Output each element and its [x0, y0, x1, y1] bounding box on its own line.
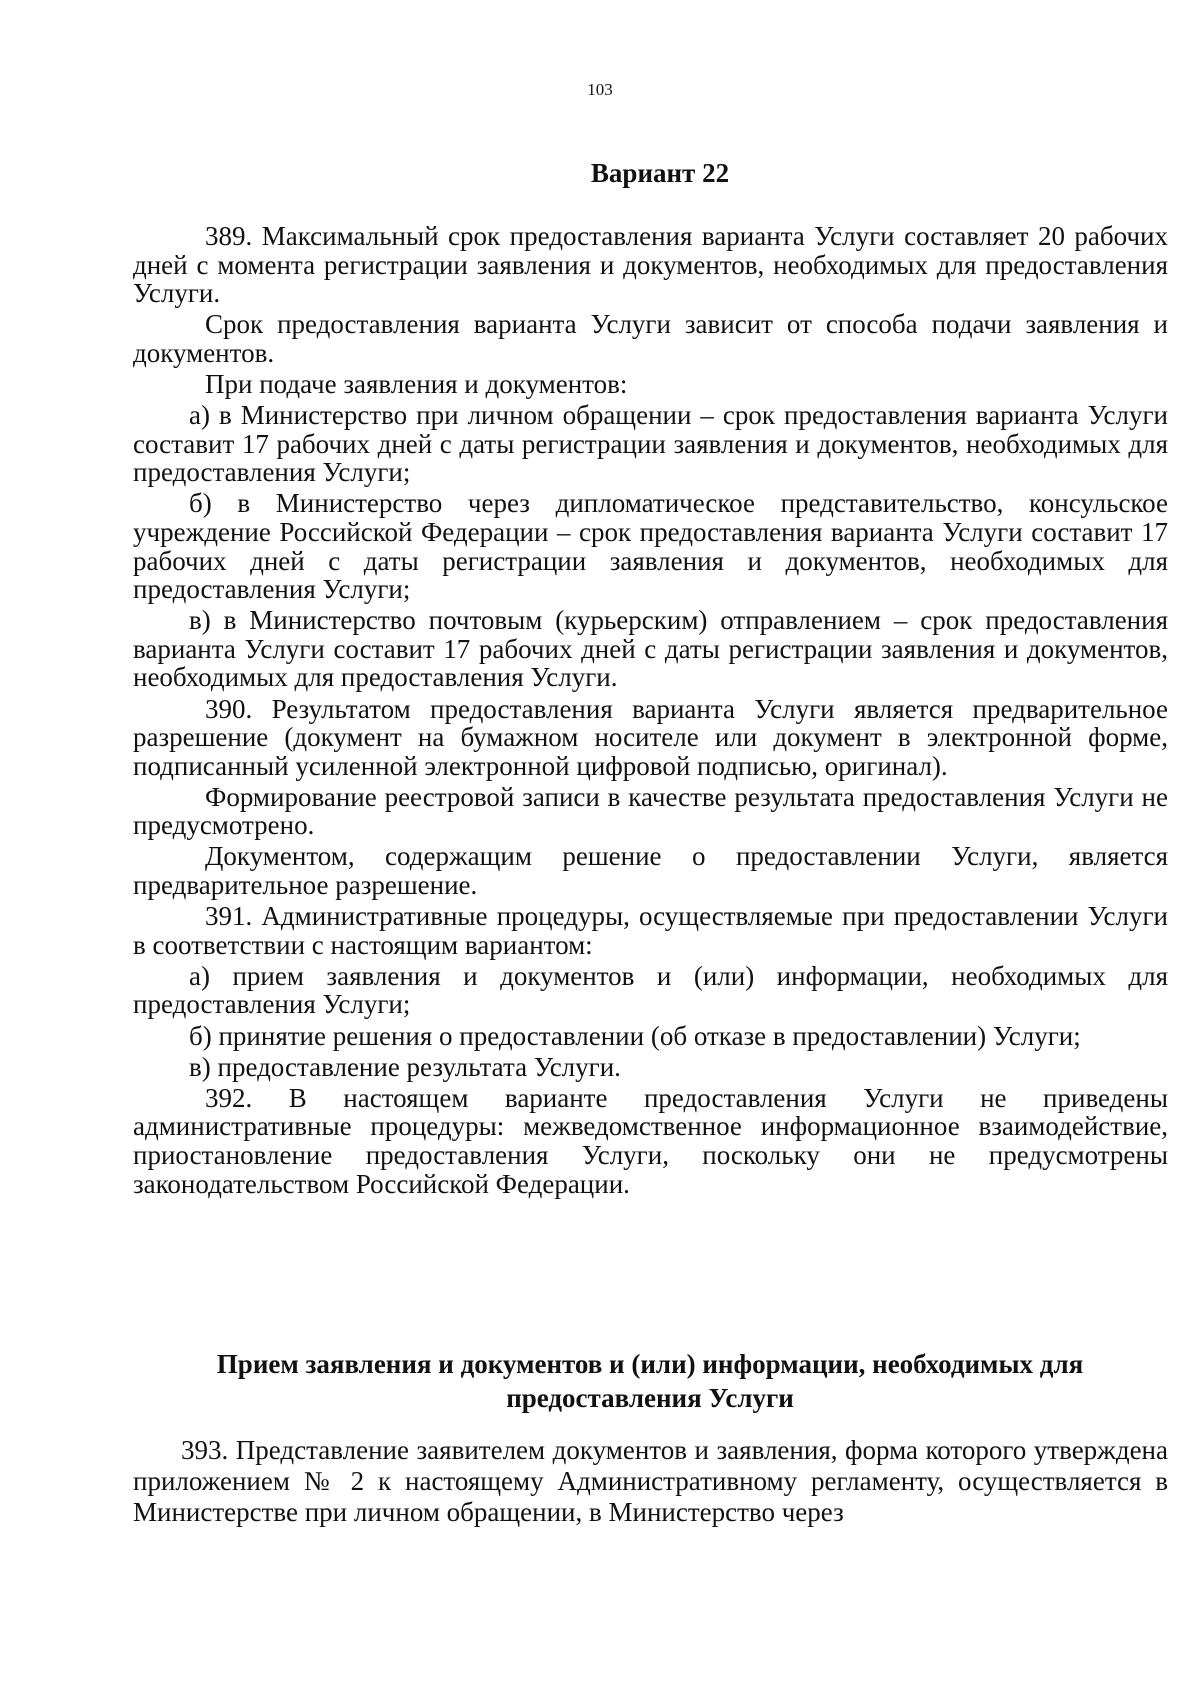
- section-heading-line-1: Прием заявления и документов и (или) информации, необходимых для: [216, 1349, 1084, 1379]
- paragraph-393: 393. Представление заявителем документов и заявления, форма которого утверждена приложением № 2 к настоящему Административному регламенту, осуществляется в Министерстве при личном обращении, в Министерство через: [133, 1435, 1168, 1527]
- body-text: [133, 222, 1168, 1201]
- paragraph-389: 389. Максимальный срок предоставления варианта Услуги составляет 20 рабочих дней с момента регистрации заявления и документов, необходимых для предоставления Услуги.: [133, 221, 1168, 309]
- paragraph-392: 392. В настоящем варианте предоставления Услуги не приведены административные процедуры: межведомственное информационное взаимодействие, приостановление предоставления Услуги, поскольку они не предусмотрены законодательством Российской Федерации.: [133, 1082, 1168, 1199]
- list-item-c-result: в) предоставление результата Услуги.: [189, 1051, 621, 1082]
- paragraph-decision-document: Документом, содержащим решение о предоставлении Услуги, является предварительное разрешение.: [133, 841, 1168, 901]
- paragraph-submission-intro: При подаче заявления и документов:: [205, 368, 628, 399]
- body-text-continued: [133, 1435, 1168, 1528]
- section-heading-line-2: предоставления Услуги: [506, 1383, 794, 1413]
- list-item-a-reception: а) прием заявления и документов и (или) информации, необходимых для предоставления Услуги;: [133, 960, 1168, 1020]
- list-item-b-decision: б) принятие решения о предоставлении (об отказе в предоставлении) Услуги;: [189, 1020, 1081, 1051]
- section-heading: [160, 1347, 1140, 1415]
- list-item-a-personal: а) в Министерство при личном обращении – срок предоставления варианта Услуги составит 17 рабочих дней с даты регистрации заявления и документов, необходимых для предоставления Услуги;: [133, 400, 1168, 488]
- paragraph-registry-record: Формирование реестровой записи в качестве результата предоставления Услуги не предусмотрено.: [133, 781, 1168, 841]
- paragraph-391: 391. Административные процедуры, осуществляемые при предоставлении Услуги в соответствии с настоящим вариантом:: [133, 901, 1168, 960]
- page-number: 103: [587, 80, 613, 99]
- paragraph-390: 390. Результатом предоставления варианта Услуги является предварительное разрешение (документ на бумажном носителе или документ в электронной форме, подписанный усиленной электронной цифровой подписью, оригинал).: [133, 693, 1168, 781]
- variant-heading: Вариант 22: [590, 158, 730, 188]
- list-item-c-postal: в) в Министерство почтовым (курьерским) отправлением – срок предоставления варианта Услуги составит 17 рабочих дней с даты регистрации заявления и документов, необходимых для предоставления Услуги.: [133, 605, 1168, 693]
- paragraph-term-method: Срок предоставления варианта Услуги зависит от способа подачи заявления и документов.: [133, 309, 1168, 368]
- list-item-b-diplomatic: б) в Министерство через дипломатическое представительство, консульское учреждение Российской Федерации – срок предоставления варианта Услуги составит 17 рабочих дней с даты регистрации заявления и документов, необходимых для предоставления Услуги;: [133, 488, 1168, 605]
